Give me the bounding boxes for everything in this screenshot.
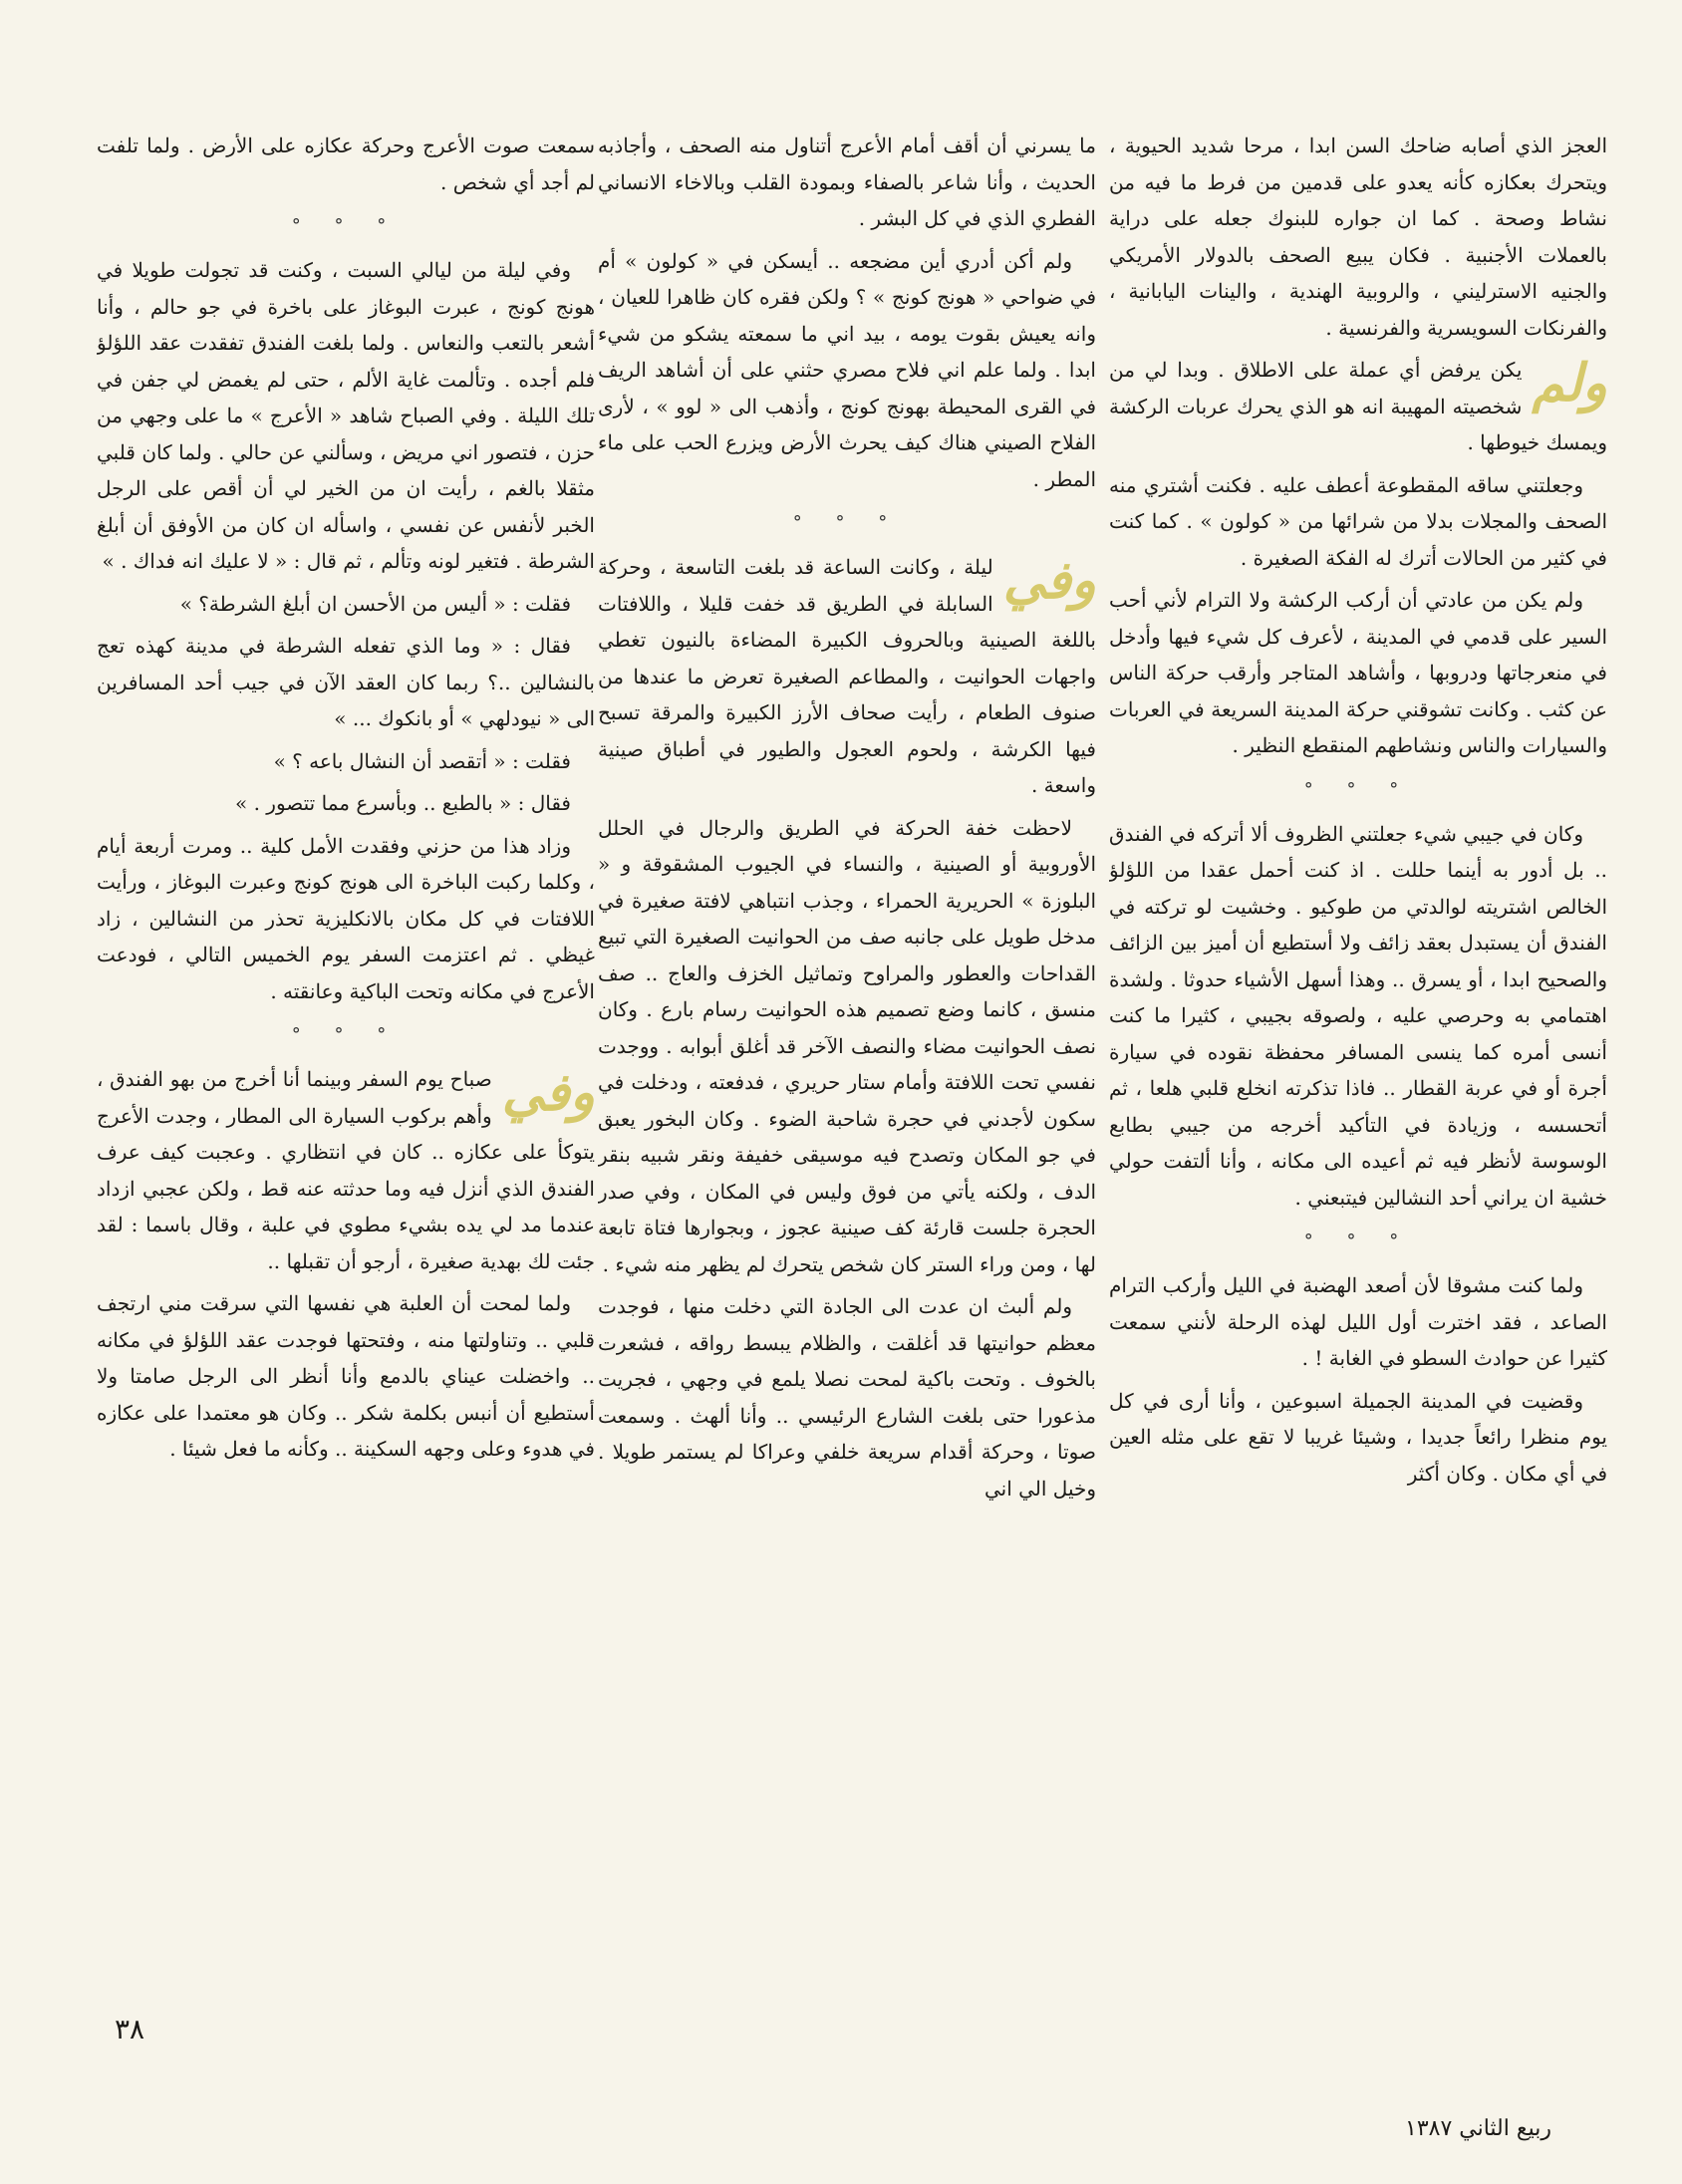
paragraph: وجعلتني ساقه المقطوعة أعطف عليه . فكنت أشتري منه الصحف والمجلات بدلا من شرائها من « كولون » . كما كنت في كثير من الحالات أترك له الفكة الصغيرة . [1109,472,1607,570]
paragraph: ولم يكن من عادتي أن أركب الركشة ولا الترام لأني أحب السير على قدمي في المدينة ، لأعرف كل شيء فيها وأدخل في منعرجاتها ودروبها ، وأشاهد المتاجر وأرقب حركة الناس عن كثب . وكانت تشوقني حركة المدينة السريعة في العربات والسيارات والناس ونشاطهم المنقطع النظير . [1109,588,1607,757]
paragraph-with-dropword [598,549,1096,804]
text-column-middle [598,128,1096,2050]
paragraph: وفي ليلة من ليالي السبت ، وكنت قد تجولت طويلا في هونج كونج ، عبرت البوغاز على باخرة في جو حالم ، وأنا أشعر بالتعب والنعاس . ولما بلغت الفندق تفقدت عقد اللؤلؤ فلم أجده . وتألمت غاية الألم ، حتى لم يغمض لي جفن في تلك الليلة . وفي الصباح شاهد « الأعرج » ما على وجهي من حزن ، فتصور اني مريض ، وسألني عن حالي . ولما كان قلبي مثقلا بالغم ، رأيت ان من الخير لي أن أقص على الرجل الخبر لأنفس عن نفسي ، واسأله ان كان من الأوفق أن أبلغ الشرطة . فتغير لونه وتألم ، ثم قال : « لا عليك انه فداك . » [97,258,595,573]
paragraph: وزاد هذا من حزني وفقدت الأمل كلية .. ومرت أربعة أيام ، وكلما ركبت الباخرة الى هونج كونج وعبرت البوغاز ، ورأيت اللافتات في كل مكان بالانكليزية تحذر من النشالين ، زاد غيظي . ثم اعتزمت السفر يوم الخميس التالي ، فودعت الأعرج في مكانه وتحت الباكية وعانقته . [97,833,595,1003]
section-separator: ° ° ° [291,1024,401,1045]
decorative-dropword: ولم [1532,353,1607,413]
section-separator: ° ° ° [792,512,902,533]
page-number: ٣٨ [115,2013,145,2046]
paragraph: سمعت صوت الأعرج وحركة عكازه على الأرض . ولما تلفت لم أجد أي شخص . [97,134,595,194]
section-separator: ° ° ° [1303,778,1413,800]
decorative-dropword: وفي [1002,550,1096,611]
paragraph: فقلت : « أليس من الأحسن ان أبلغ الشرطة؟ » [179,591,571,616]
section-separator: ° ° ° [1303,1230,1413,1251]
paragraph: ولما كنت مشوقا لأن أصعد الهضبة في الليل وأركب الترام الصاعد ، فقد اخترت أول الليل لهذه الرحلة لأنني سمعت كثيرا عن حوادث السطو في الغابة ! . [1109,1273,1607,1370]
section-separator: ° ° ° [291,215,401,236]
paragraph: فقال : « بالطبع .. وبأسرع مما تتصور . » [235,791,571,815]
paragraph: ولما لمحت أن العلبة هي نفسها التي سرقت مني ارتجف قلبي .. وتناولتها منه ، وفتحتها فوجدت عقد اللؤلؤ في مكانه .. واخضلت عيناي بالدمع وأنا أنظر الى الرجل صامتا ولا أستطيع أن أنبس بكلمة شكر .. وكان هو معتمدا على عكازه في هدوء وعلى وجهه السكينة .. وكأنه ما فعل شيئا . [97,1291,595,1461]
paragraph-text: ليلة ، وكانت الساعة قد بلغت التاسعة ، وحركة السابلة في الطريق قد خفت قليلا ، واللافتات باللغة الصينية وبالحروف الكبيرة المضاءة بالنيون تغطي واجهات الحوانيت ، والمطاعم الصغيرة تعرض ما عندها من صنوف الطعام ، رأيت صحاف الأرز الكبيرة والمرقة تسبح فيها الكرشة ، ولحوم العجول والطيور في أطباق صينية واسعة . [598,555,1096,797]
paragraph: وقضيت في المدينة الجميلة اسبوعين ، وأنا أرى في كل يوم منظرا رائعاً جديدا ، وشيئا غريبا لا تقع على مثله العين في أي مكان . وكان أكثر [1109,1388,1607,1486]
paragraph: ولم أكن أدري أين مضجعه .. أيسكن في « كولون » أم في ضواحي « هونج كونج » ؟ ولكن فقره كان ظاهرا للعيان ، وانه يعيش بقوت يومه ، بيد اني ما سمعته يشكو من شيء ابدا . ولما علم اني فلاح مصري حثني على أن أشاهد الريف في القرى المحيطة بهونج كونج ، وأذهب الى « لوو » ، لأرى الفلاح الصيني هناك كيف يحرث الأرض ويزرع الحب على ماء المطر . [598,248,1096,491]
paragraph-text: صباح يوم السفر وبينما أنا أخرج من بهو الفندق ، وأهم بركوب السيارة الى المطار ، وجدت الأعرج يتوكأ على عكازه .. كان في انتظاري . وعجبت كيف عرف الفندق الذي أنزل فيه وما حدثته عنه قط ، ولكن عجبي ازداد عندما مد لي يده بشيء مطوي في علبة ، وقال باسما : لقد جئت لك بهدية صغيرة ، أرجو أن تقبلها .. [97,1067,595,1273]
paragraph-text: يكن يرفض أي عملة على الاطلاق . وبدا لي من شخصيته المهيبة انه هو الذي يحرك عربات الركشة ويمسك خيوطها . [1109,358,1607,454]
issue-date: ربيع الثاني ١٣٨٧ [1405,2116,1551,2141]
paragraph: ولم ألبث ان عدت الى الجادة التي دخلت منها ، فوجدت معظم حوانيتها قد أغلقت ، والظلام يبسط رواقه ، فشعرت بالخوف . وتحت باكية لمحت نصلا يلمع في وجهي ، فجريت مذعورا حتى بلغت الشارع الرئيسي .. وأنا ألهث . وسمعت صوتا ، وحركة أقدام سريعة خلفي وعراكا لم يستمر طويلا . وخيل الي اني [598,1294,1096,1501]
decorative-dropword: وفي [501,1062,595,1123]
paragraph: لاحظت خفة الحركة في الطريق والرجال في الحلل الأوروبية أو الصينية ، والنساء في الجيوب المشقوقة و « البلوزة » الحريرية الحمراء ، وجذب انتباهي لافتة صغيرة في مدخل طويل على جانبه صف من الحوانيت الصغيرة التي تبيع القداحات والعطور والمراوح وتماثيل الخزف والعاج .. صف منسق ، كانما وضع تصميم هذه الحوانيت رسام بارع . وكان نصف الحوانيت مضاء والنصف الآخر قد أغلق أبوابه . ووجدت نفسي تحت اللافتة وأمام ستار حريري ، فدفعته ، ودخلت في سكون لأجدني في حجرة شاحبة الضوء . وكان البخور يعبق في جو المكان وتصدح فيه موسيقى خفيفة ونقر شبيه بنقر الدف ، ولكنه يأتي من فوق وليس في المكان ، وفي صدر الحجرة جلست قارئة كف صينية عجوز ، وبجوارها فتاة تابعة لها ، ومن وراء الستر كان شخص يتحرك لم يظهر منه شيء . [598,815,1096,1276]
paragraph: ما يسرني أن أقف أمام الأعرج أتناول منه الصحف ، وأجاذبه الحديث ، وأنا شاعر بالصفاء وبمودة القلب وبالاخاء الانساني الفطري الذي في كل البشر . [598,134,1096,230]
paragraph: فقال : « وما الذي تفعله الشرطة في مدينة كهذه تعج بالنشالين ..؟ ربما كان العقد الآن في جيب أحد المسافرين الى « نيودلهي » أو بانكوك ... » [97,634,595,730]
text-column-left [97,128,595,2050]
text-column-right [1109,128,1607,2050]
paragraph: فقلت : « أتقصد أن النشال باعه ؟ » [273,748,571,773]
paragraph-with-dropword [1109,352,1607,461]
paragraph-with-dropword [97,1061,595,1279]
paragraph: وكان في جيبي شيء جعلتني الظروف ألا أتركه في الفندق .. بل أدور به أينما حللت . اذ كنت أحمل عقدا من اللؤلؤ الخالص اشتريته لوالدتي من طوكيو . وخشيت لو تركته في الفندق أن يستبدل بعقد زائف ولا أستطيع أن أميز بين الزائف والصحيح ابدا ، أو يسرق .. وهذا أسهل الأشياء حدوثا . ولشدة اهتمامي به وحرصي عليه ، ولصوقه بجيبي ، كثيرا ما كنت أنسى أمره كما ينسى المسافر محفظة نقوده في سيارة أجرة أو في عربة القطار .. فاذا تذكرته انخلع قلبي هلعا ، ثم أتحسسه ، وزيادة في التأكيد أخرجه من جيبي بطابع الوسوسة لأنظر فيه ثم أعيده الى مكانه ، وأنا ألتفت حولي خشية ان يراني أحد النشالين فيتبعني . [1109,821,1607,1210]
paragraph: العجز الذي أصابه ضاحك السن ابدا ، مرحا شديد الحيوية ، ويتحرك بعكازه كأنه يعدو على قدمين من فرط ما فيه من نشاط وصحة . كما ان جواره للبنوك جعله على دراية بالعملات الأجنبية . فكان يبيع الصحف بالدولار الأمريكي والجنيه الاسترليني ، والروبية الهندية ، والينات اليابانية ، والفرنكات السويسرية والفرنسية . [1109,134,1607,340]
